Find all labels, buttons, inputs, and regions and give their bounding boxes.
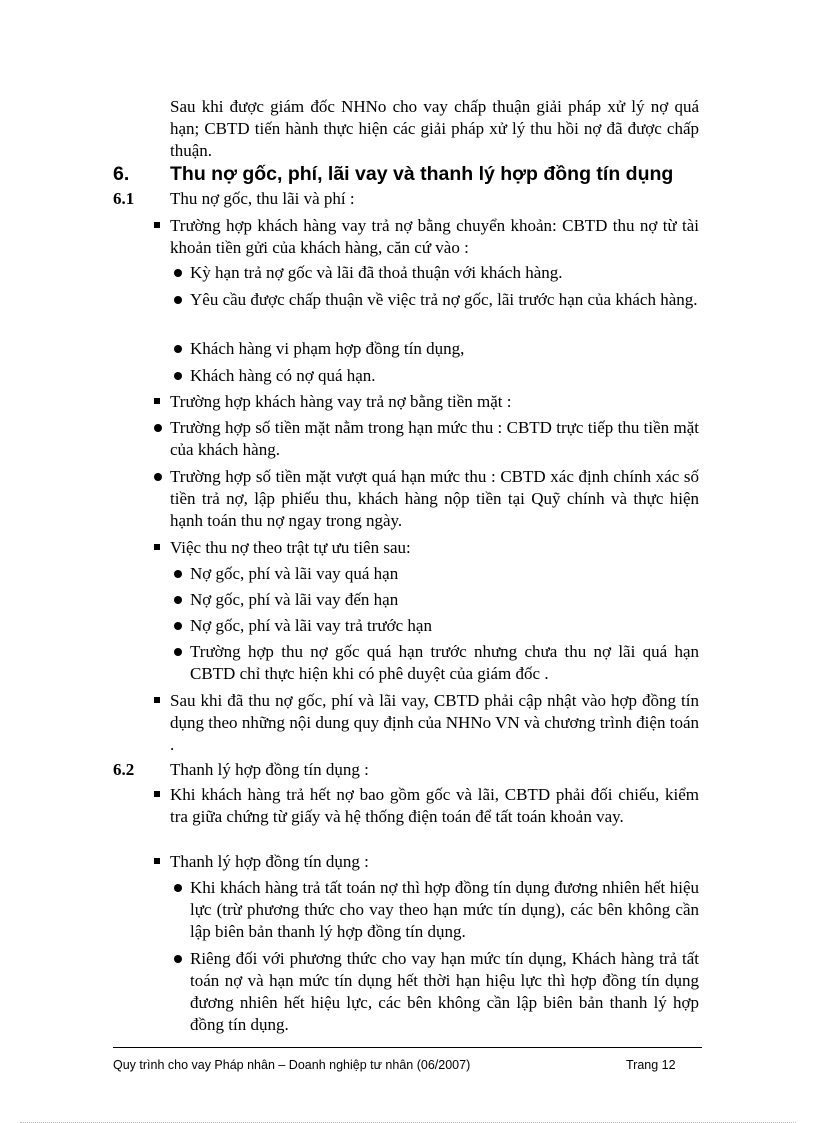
- round-bullet-icon: [174, 955, 182, 963]
- round-bullet-icon: [174, 296, 182, 304]
- subsection-2-number: 6.2: [113, 760, 135, 779]
- sub1-item-update: Sau khi đã thu nợ gốc, phí và lãi vay, CBTD phải cập nhật vào hợp đồng tín dụng theo những nội dung quy định của NHNo VN và chương trình điện toán .: [170, 691, 699, 754]
- sub1-priority-item-2: Nợ gốc, phí và lãi vay đến hạn: [190, 590, 399, 609]
- round-bullet-icon: [154, 473, 162, 481]
- sub2-liquidation-item-1: Khi khách hàng trả tất toán nợ thì hợp đồng tín dụng đương nhiên hết hiệu lực (trừ phương thức cho vay theo hạn mức tín dụng), các bên không cần lập biên bản thanh lý hợp đồng tín dụng.: [190, 878, 699, 941]
- section-number: 6.: [113, 163, 130, 185]
- sub2-item-reconcile: Khi khách hàng trả hết nợ bao gồm gốc và lãi, CBTD phải đối chiếu, kiểm tra giữa chứng từ giấy và hệ thống điện toán để tất toán khoản vay.: [170, 785, 699, 826]
- sub1-priority-item-3: Nợ gốc, phí và lãi vay trả trước hạn: [190, 616, 432, 635]
- footer-title: Quy trình cho vay Pháp nhân – Doanh nghiệp tư nhân (06/2007): [113, 1058, 471, 1072]
- footer-divider: [113, 1047, 702, 1048]
- square-bullet-icon: [154, 222, 160, 228]
- sub1-transfer-item-3: Khách hàng vi phạm hợp đồng tín dụng,: [190, 339, 465, 358]
- round-bullet-icon: [174, 884, 182, 892]
- round-bullet-icon: [174, 570, 182, 578]
- square-bullet-icon: [154, 791, 160, 797]
- round-bullet-icon: [174, 622, 182, 630]
- sub1-cash-item-1: Trường hợp số tiền mặt nằm trong hạn mức thu : CBTD trực tiếp thu tiền mặt của khách hàng.: [170, 418, 699, 459]
- sub1-item-cash: Trường hợp khách hàng vay trả nợ bằng tiền mặt :: [170, 392, 512, 411]
- sub1-item-transfer: Trường hợp khách hàng vay trả nợ bằng chuyển khoản: CBTD thu nợ từ tài khoản tiền gửi của khách hàng, căn cứ vào :: [170, 216, 699, 257]
- square-bullet-icon: [154, 858, 160, 864]
- round-bullet-icon: [174, 269, 182, 277]
- footer-page-number: Trang 12: [626, 1058, 676, 1072]
- intro-paragraph: Sau khi được giám đốc NHNo cho vay chấp thuận giải pháp xử lý nợ quá hạn; CBTD tiến hành thực hiện các giải pháp xử lý thu hồi nợ đã được chấp thuận.: [170, 97, 699, 160]
- subsection-1-title: Thu nợ gốc, thu lãi và phí :: [170, 189, 355, 208]
- round-bullet-icon: [174, 648, 182, 656]
- sub2-liquidation-item-2: Riêng đối với phương thức cho vay hạn mức tín dụng, Khách hàng trả tất toán nợ và hạn mức tín dụng hết thời hạn hiệu lực thì hợp đồng tín dụng đương nhiên hết hiệu lực, các bên không cần lập biên bản thanh lý hợp đồng tín dụng.: [190, 949, 699, 1034]
- square-bullet-icon: [154, 544, 160, 550]
- subsection-2-title: Thanh lý hợp đồng tín dụng :: [170, 760, 369, 779]
- sub1-cash-item-2: Trường hợp số tiền mặt vượt quá hạn mức thu : CBTD xác định chính xác số tiền trả nợ, lập phiếu thu, khách hàng nộp tiền tại Quỹ chính và thực hiện hạnh toán thu nợ ngay trong ngày.: [170, 467, 699, 530]
- round-bullet-icon: [174, 372, 182, 380]
- round-bullet-icon: [154, 424, 162, 432]
- sub1-priority-item-4: Trường hợp thu nợ gốc quá hạn trước nhưng chưa thu nợ lãi quá hạn CBTD chỉ thực hiện khi có phê duyệt của giám đốc .: [190, 642, 699, 683]
- round-bullet-icon: [174, 596, 182, 604]
- sub1-priority-item-1: Nợ gốc, phí và lãi vay quá hạn: [190, 564, 399, 583]
- sub1-item-priority: Việc thu nợ theo trật tự ưu tiên sau:: [170, 538, 411, 557]
- sub1-transfer-item-1: Kỳ hạn trả nợ gốc và lãi đã thoả thuận với khách hàng.: [190, 263, 563, 282]
- section-title: Thu nợ gốc, phí, lãi vay và thanh lý hợp đồng tín dụng: [170, 163, 674, 185]
- sub1-transfer-item-2: Yêu cầu được chấp thuận về việc trả nợ gốc, lãi trước hạn của khách hàng.: [190, 290, 698, 309]
- square-bullet-icon: [154, 398, 160, 404]
- square-bullet-icon: [154, 697, 160, 703]
- sub2-item-liquidation: Thanh lý hợp đồng tín dụng :: [170, 852, 369, 871]
- sub1-transfer-item-4: Khách hàng có nợ quá hạn.: [190, 366, 376, 385]
- round-bullet-icon: [174, 345, 182, 353]
- subsection-1-number: 6.1: [113, 189, 135, 208]
